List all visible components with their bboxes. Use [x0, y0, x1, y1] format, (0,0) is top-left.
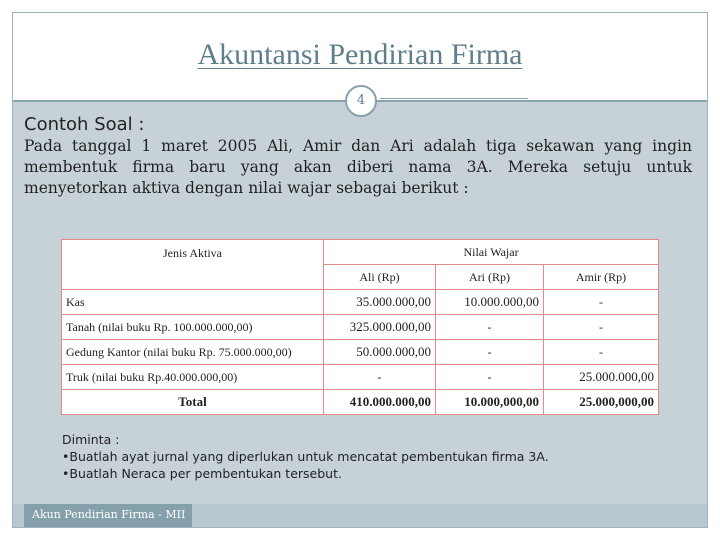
- row-label: Truk (nilai buku Rp.40.000.000,00): [62, 365, 324, 390]
- cell-ari: -: [436, 340, 544, 365]
- problem-paragraph: Pada tanggal 1 maret 2005 Ali, Amir dan Ari adalah tiga sekawan yang ingin membentuk firma baru yang akan diberi nama 3A. Mereka setuju untuk menyetorkan aktiva dengan nilai wajar sebagai berikut :: [24, 137, 692, 197]
- cell-amir: 25.000.000,00: [544, 365, 659, 390]
- total-ali: 410.000.000,00: [324, 390, 436, 415]
- asset-table: [61, 239, 659, 415]
- header-asset-type: Jenis Aktiva: [62, 240, 324, 290]
- cell-amir: -: [544, 315, 659, 340]
- tasks-title: Diminta :: [62, 432, 120, 447]
- cell-ali: 35.000.000,00: [324, 290, 436, 315]
- row-label: Kas: [62, 290, 324, 315]
- cell-amir: -: [544, 290, 659, 315]
- table-row: [62, 290, 659, 315]
- header-fair-value: Nilai Wajar: [324, 240, 659, 265]
- table-row: [62, 365, 659, 390]
- row-label: Tanah (nilai buku Rp. 100.000.000,00): [62, 315, 324, 340]
- tasks-block: [62, 431, 549, 482]
- task-item: •Buatlah Neraca per pembentukan tersebut.: [62, 466, 342, 481]
- total-amir: 25.000,000,00: [544, 390, 659, 415]
- total-ari: 10.000,000,00: [436, 390, 544, 415]
- footer-text: Akun Pendirian Firma - MII: [32, 508, 186, 521]
- table-total-row: [62, 390, 659, 415]
- cell-ari: -: [436, 315, 544, 340]
- header-ari: Ari (Rp): [436, 265, 544, 290]
- title-rule-accent: [380, 98, 528, 99]
- row-label: Gedung Kantor (nilai buku Rp. 75.000.000,00): [62, 340, 324, 365]
- table-header-row: [62, 240, 659, 265]
- cell-ali: 50.000.000,00: [324, 340, 436, 365]
- header-ali: Ali (Rp): [324, 265, 436, 290]
- cell-ali: 325.000.000,00: [324, 315, 436, 340]
- total-label: Total: [62, 390, 324, 415]
- content-heading: Contoh Soal :: [24, 114, 145, 135]
- task-item: •Buatlah ayat jurnal yang diperlukan untuk mencatat pembentukan firma 3A.: [62, 449, 549, 464]
- cell-amir: -: [544, 340, 659, 365]
- header-amir: Amir (Rp): [544, 265, 659, 290]
- slide-title: Akuntansi Pendirian Firma: [197, 38, 523, 71]
- page-number-badge: 4: [345, 85, 377, 117]
- table-row: [62, 315, 659, 340]
- cell-ari: -: [436, 365, 544, 390]
- cell-ali: -: [324, 365, 436, 390]
- table-row: [62, 340, 659, 365]
- cell-ari: 10.000.000,00: [436, 290, 544, 315]
